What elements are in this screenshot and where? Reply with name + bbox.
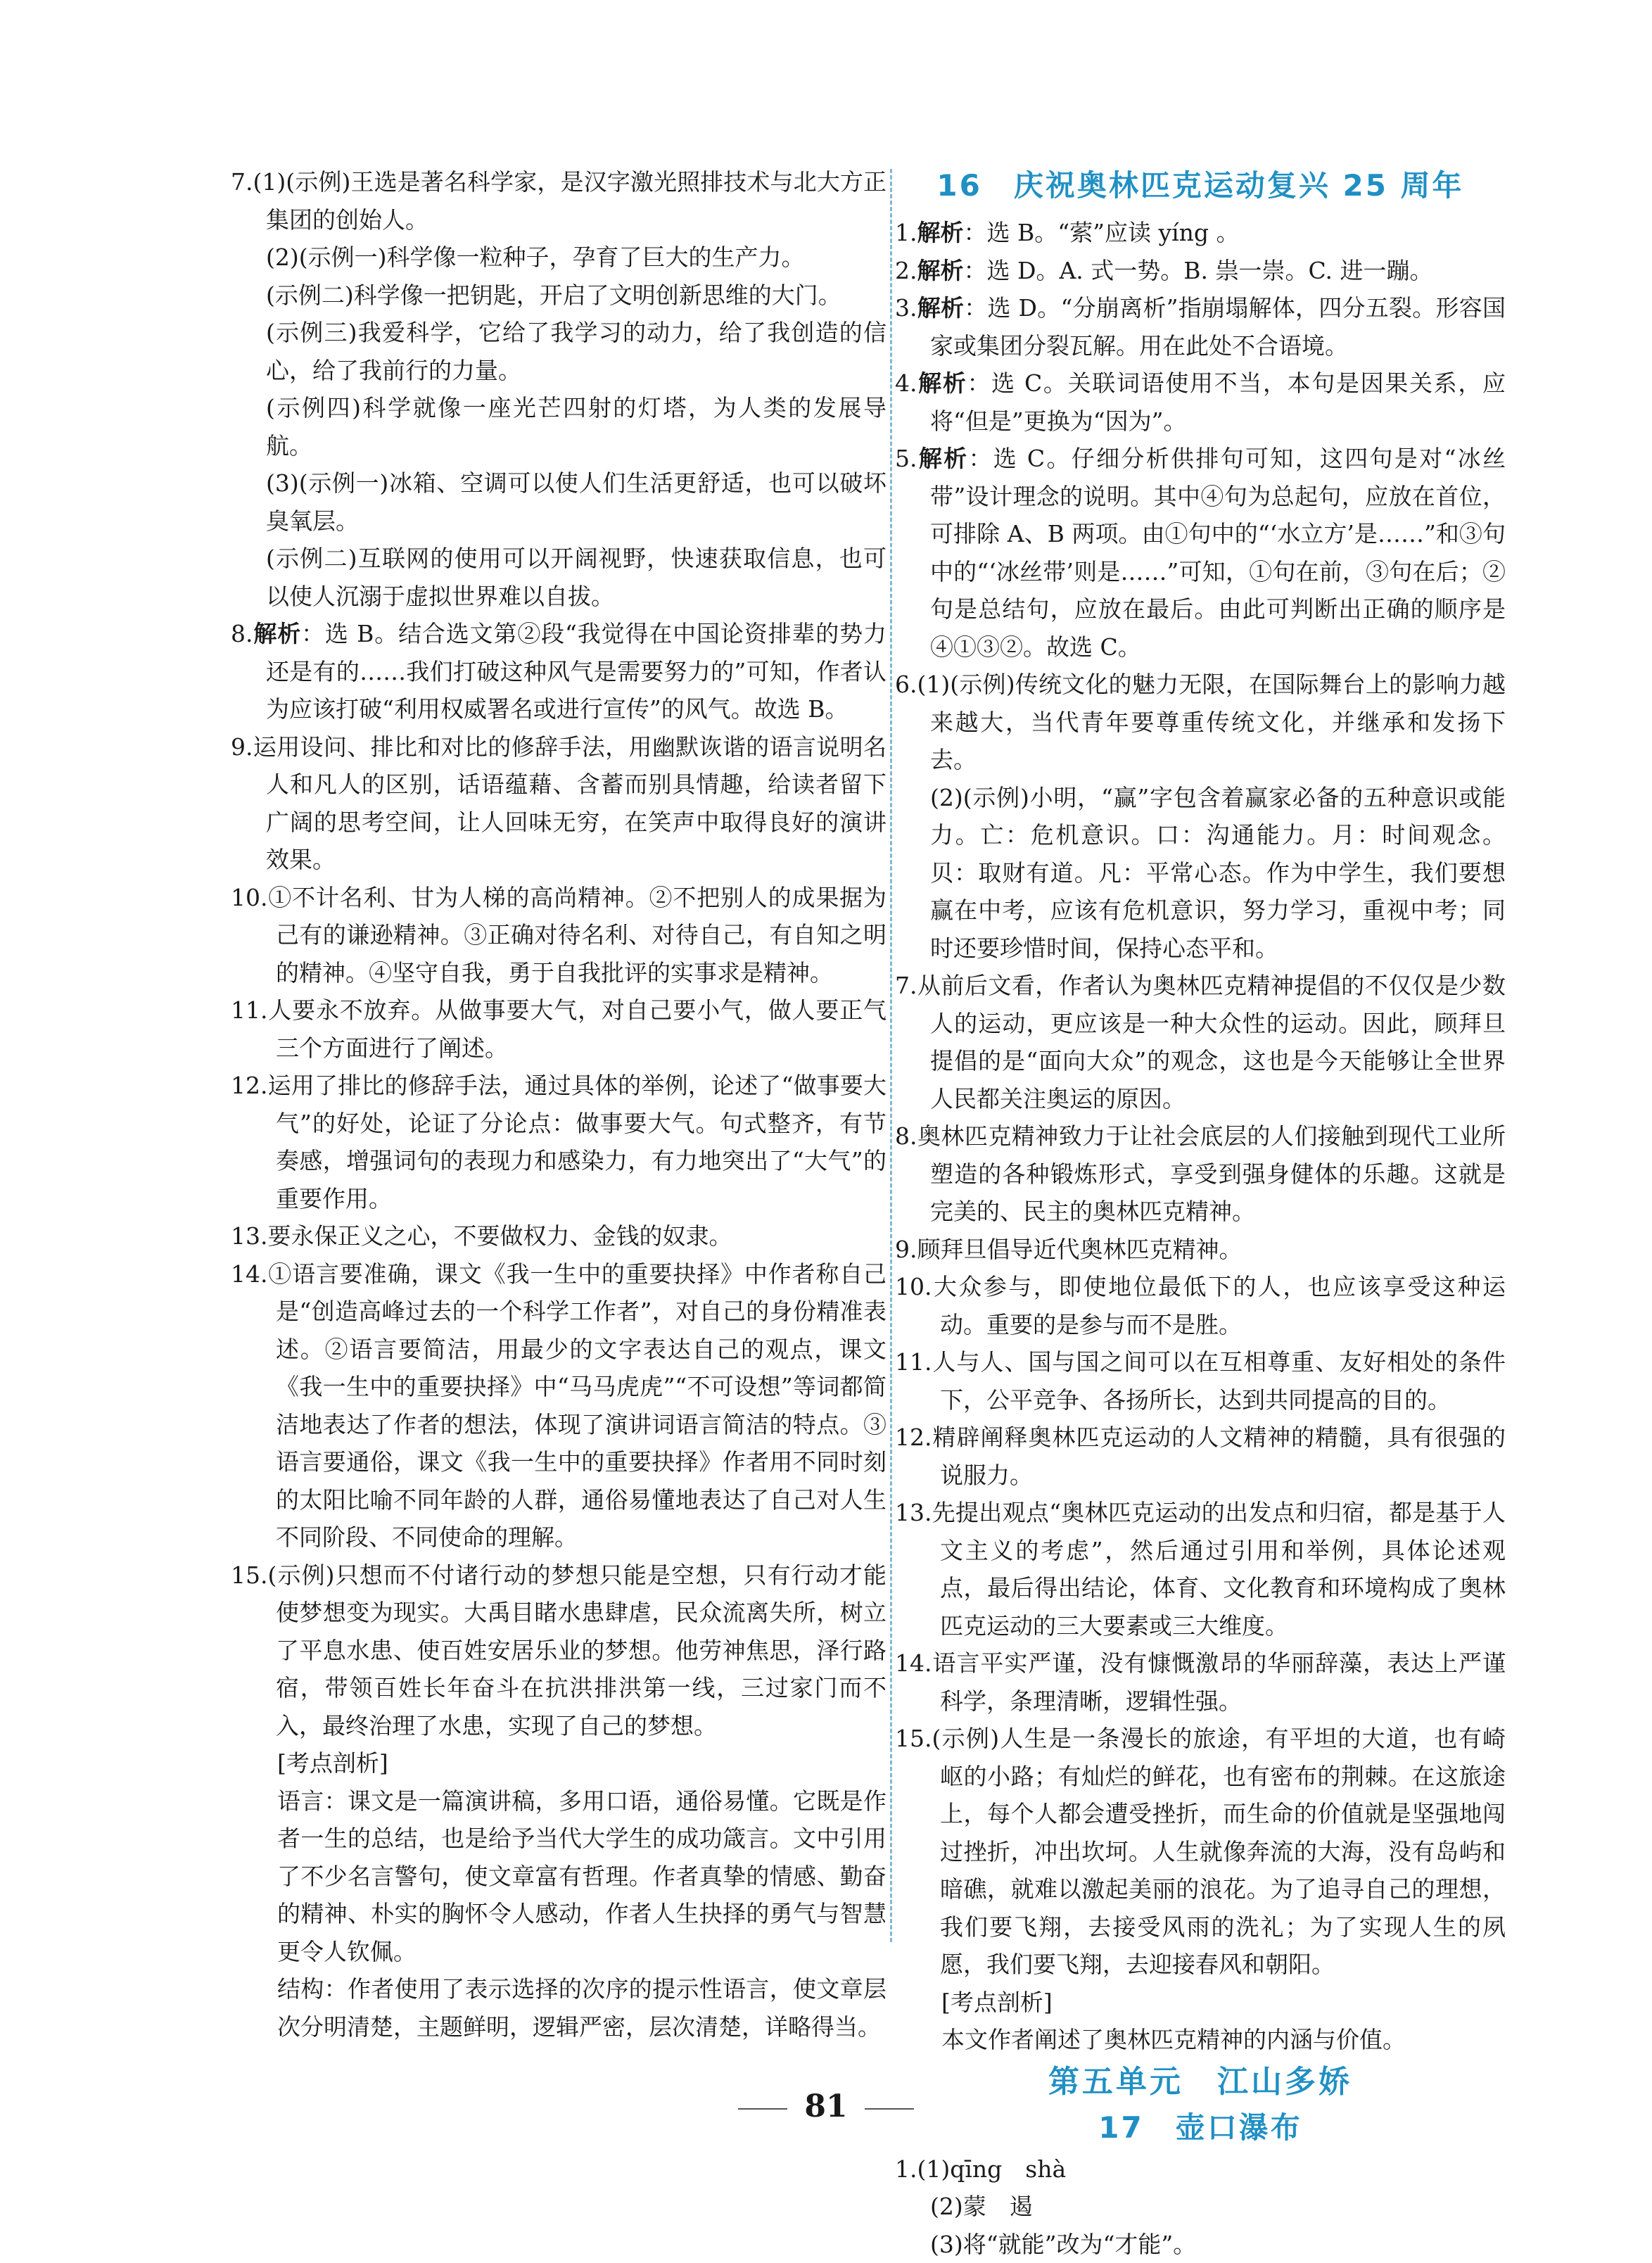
answer-r8: 8.奥林匹克精神致力于让社会底层的人们接触到现代工业所塑造的各种锻炼形式，享受到强身健体的乐趣。这就是完美的、民主的奥林匹克精神。 bbox=[895, 1117, 1506, 1231]
answer-13: 13.要永保正义之心，不要做权力、金钱的奴隶。 bbox=[231, 1217, 887, 1255]
answer-17-2: (2)蒙 遏 bbox=[895, 2188, 1506, 2226]
answer-r13: 13.先提出观点“奥林匹克运动的出发点和归宿，都是基于人文主义的考虑”，然后通过引用和举例，具体论述观点，最后得出结论，体育、文化教育和环境构成了奥林匹克运动的三大要素或三大维度。 bbox=[895, 1494, 1506, 1644]
lesson-17-title: 17 壶口瀑布 bbox=[895, 2105, 1506, 2150]
answer-r15: 15.(示例)人生是一条漫长的旅途，有平坦的大道，也有崎岖的小路；有灿烂的鲜花，也有密布的荆棘。在这旅途上，每个人都会遭受挫折，而生命的价值就是坚强地闯过挫折，冲出坎坷。人生就像奔流的大海，没有岛屿和暗礁，就难以激起美丽的浪花。为了追寻自己的理想，我们要飞翔，去接受风雨的洗礼；为了实现人生的夙愿，我们要飞翔，去迎接春风和朝阳。 bbox=[895, 1720, 1506, 1984]
analysis-structure: 结构：作者使用了表示选择的次序的提示性语言，使文章层次分明清楚，主题鲜明，逻辑严密，层次清楚，详略得当。 bbox=[231, 1970, 887, 2046]
answer-r6b: (2)(示例)小明，“赢”字包含着赢家必备的五种意识或能力。亡：危机意识。口：沟通能力。月：时间观念。贝：取财有道。凡：平常心态。作为中学生，我们要想赢在中考，应该有危机意识，努力学习，重视中考；同时还要珍惜时间，保持心态平和。 bbox=[895, 779, 1506, 968]
footer-rule-right bbox=[865, 2108, 914, 2110]
answer-7-1: 7.(1)(示例)王选是著名科学家，是汉字激光照排技术与北大方正集团的创始人。 bbox=[231, 163, 887, 239]
right-column bbox=[895, 163, 1506, 2263]
answer-7-3b: (示例二)互联网的使用可以开阔视野，快速获取信息，也可以使人沉溺于虚拟世界难以自拔。 bbox=[231, 540, 887, 615]
page-number: 81 bbox=[0, 2088, 1652, 2124]
answer-8: 8.解析：选 B。结合选文第②段“我觉得在中国论资排辈的势力还是有的……我们打破这种风气是需要努力的”可知，作者认为应该打破“利用权威署名或进行宣传”的风气。故选 B。 bbox=[231, 615, 887, 728]
analysis-text-r: 本文作者阐述了奥林匹克精神的内涵与价值。 bbox=[895, 2021, 1506, 2059]
answer-9: 9.运用设问、排比和对比的修辞手法，用幽默诙谐的语言说明名人和凡人的区别，话语蕴藉、含蓄而别具情趣，给读者留下广阔的思考空间，让人回味无穷，在笑声中取得良好的演讲效果。 bbox=[231, 728, 887, 879]
answer-7-2d: (示例四)科学就像一座光芒四射的灯塔，为人类的发展导航。 bbox=[231, 389, 887, 464]
answer-r7: 7.从前后文看，作者认为奥林匹克精神提倡的不仅仅是少数人的运动，更应该是一种大众性的运动。因此，顾拜旦提倡的是“面向大众”的观念，这也是今天能够让全世界人民都关注奥运的原因。 bbox=[895, 967, 1506, 1117]
answer-r10: 10.大众参与，即使地位最低下的人，也应该享受这种运动。重要的是参与而不是胜。 bbox=[895, 1268, 1506, 1343]
unit-5-title: 第五单元 江山多娇 bbox=[895, 2059, 1506, 2105]
answer-r6a: 6.(1)(示例)传统文化的魅力无限，在国际舞台上的影响力越来越大，当代青年要尊重传统文化，并继承和发扬下去。 bbox=[895, 666, 1506, 779]
answer-r5: 5.解析：选 C。仔细分析供排句可知，这四句是对“冰丝带”设计理念的说明。其中④句为总起句，应放在首位，可排除 A、B 两项。由①句中的“‘水立方’是……”和③句中的“‘冰丝带’则是……”可知，①句在前，③句在后；②句是总结句，应放在最后。由此可判断出正确的顺序是④①③②。故选 C。 bbox=[895, 440, 1506, 666]
answer-r11: 11.人与人、国与国之间可以在互相尊重、友好相处的条件下，公平竞争、各扬所长，达到共同提高的目的。 bbox=[895, 1343, 1506, 1419]
answer-14: 14.①语言要准确，课文《我一生中的重要抉择》中作者称自己是“创造高峰过去的一个科学工作者”，对自己的身份精准表述。②语言要简洁，用最少的文字表达自己的观点，课文《我一生中的重要抉择》中“马马虎虎”“不可设想”等词都简洁地表达了作者的想法，体现了演讲词语言简洁的特点。③语言要通俗，课文《我一生中的重要抉择》作者用不同时刻的太阳比喻不同年龄的人群，通俗易懂地表达了自己对人生不同阶段、不同使命的理解。 bbox=[231, 1255, 887, 1557]
answer-r9: 9.顾拜旦倡导近代奥林匹克精神。 bbox=[895, 1231, 1506, 1269]
answer-17-1: 1.(1)qīng shà bbox=[895, 2150, 1506, 2188]
answer-17-3: (3)将“就能”改为“才能”。 bbox=[895, 2226, 1506, 2263]
answer-12: 12.运用了排比的修辞手法，通过具体的举例，论述了“做事要大气”的好处，论证了分论点：做事要大气。句式整齐，有节奏感，增强词句的表现力和感染力，有力地突出了“大气”的重要作用。 bbox=[231, 1067, 887, 1217]
analysis-label-r: [考点剖析] bbox=[895, 1984, 1506, 2022]
answer-7-2a: (2)(示例一)科学像一粒种子，孕育了巨大的生产力。 bbox=[231, 239, 887, 277]
lesson-16-title: 16 庆祝奥林匹克运动复兴 25 周年 bbox=[895, 163, 1506, 208]
answer-7-2c: (示例三)我爱科学，它给了我学习的动力，给了我创造的信心，给了我前行的力量。 bbox=[231, 314, 887, 389]
answer-15: 15.(示例)只想而不付诸行动的梦想只能是空想，只有行动才能使梦想变为现实。大禹目睹水患肆虐，民众流离失所，树立了平息水患、使百姓安居乐业的梦想。他劳神焦思，泽行路宿，带领百姓长年奋斗在抗洪排洪第一线，三过家门而不入，最终治理了水患，实现了自己的梦想。 bbox=[231, 1557, 887, 1745]
answer-7-3a: (3)(示例一)冰箱、空调可以使人们生活更舒适，也可以破坏臭氧层。 bbox=[231, 464, 887, 540]
answer-r2: 2.解析：选 D。A. 式一势。B. 祟一崇。C. 进一蹦。 bbox=[895, 252, 1506, 290]
column-divider bbox=[890, 169, 892, 1942]
answer-r14: 14.语言平实严谨，没有慷慨激昂的华丽辞藻，表达上严谨科学，条理清晰，逻辑性强。 bbox=[895, 1644, 1506, 1720]
analysis-label: [考点剖析] bbox=[231, 1744, 887, 1782]
answer-r3: 3.解析：选 D。“分崩离析”指崩塌解体，四分五裂。形容国家或集团分裂瓦解。用在此处不合语境。 bbox=[895, 289, 1506, 365]
answer-11: 11.人要永不放弃。从做事要大气，对自己要小气，做人要正气三个方面进行了阐述。 bbox=[231, 991, 887, 1067]
left-column bbox=[231, 163, 887, 2046]
answer-7-2b: (示例二)科学像一把钥匙，开启了文明创新思维的大门。 bbox=[231, 277, 887, 315]
answer-r12: 12.精辟阐释奥林匹克运动的人文精神的精髓，具有很强的说服力。 bbox=[895, 1419, 1506, 1494]
analysis-language: 语言：课文是一篇演讲稿，多用口语，通俗易懂。它既是作者一生的总结，也是给予当代大学生的成功箴言。文中引用了不少名言警句，使文章富有哲理。作者真挚的情感、勤奋的精神、朴实的胸怀令人感动，作者人生抉择的勇气与智慧更令人钦佩。 bbox=[231, 1782, 887, 1971]
answer-r1: 1.解析：选 B。“萦”应读 yíng 。 bbox=[895, 214, 1506, 252]
answer-r4: 4.解析：选 C。关联词语使用不当，本句是因果关系，应将“但是”更换为“因为”。 bbox=[895, 365, 1506, 440]
answer-10: 10.①不计名利、甘为人梯的高尚精神。②不把别人的成果据为己有的谦逊精神。③正确对待名利、对待自己，有自知之明的精神。④坚守自我，勇于自我批评的实事求是精神。 bbox=[231, 879, 887, 992]
footer-rule-left bbox=[738, 2108, 787, 2110]
